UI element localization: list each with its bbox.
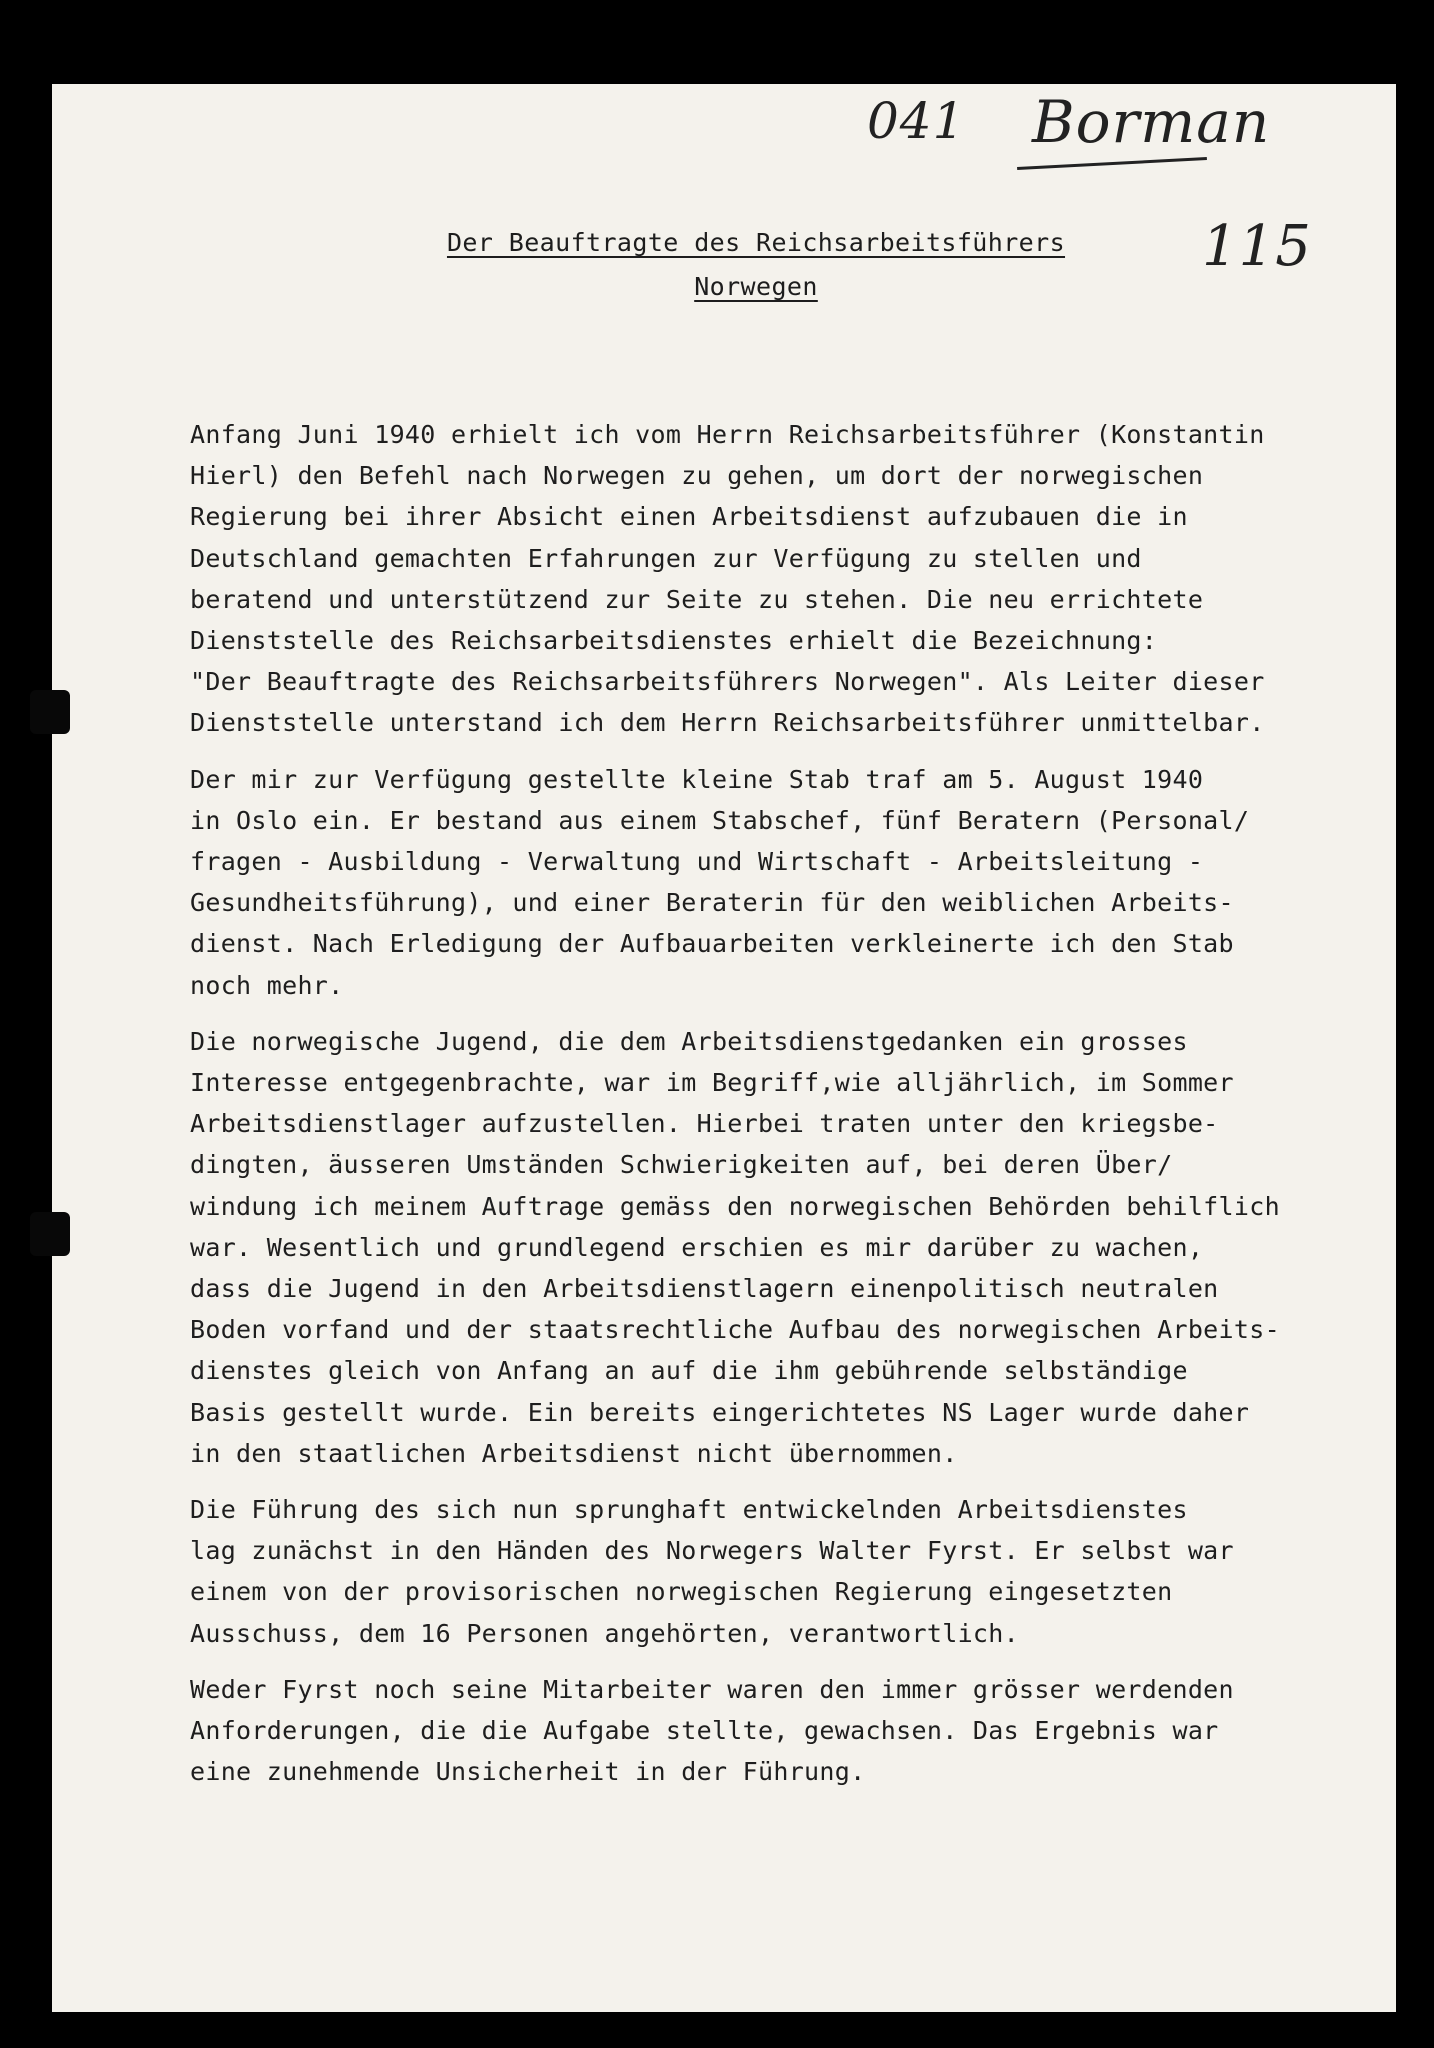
handwritten-underline [1017, 157, 1207, 170]
punch-hole [30, 1212, 70, 1256]
text-line: Die norwegische Jugend, die dem Arbeitsdienstgedanken ein grosses [190, 1026, 1188, 1056]
document-body [190, 414, 1390, 1808]
text-line: noch mehr. [190, 970, 344, 1000]
text-line: eine zunehmende Unsicherheit in der Führung. [190, 1757, 866, 1787]
text-line: in Oslo ein. Er bestand aus einem Stabschef, fünf Beratern (Personal/ [190, 805, 1250, 835]
text-line: in den staatlichen Arbeitsdienst nicht übernommen. [190, 1438, 958, 1468]
text-line: Dienststelle unterstand ich dem Herrn Reichsarbeitsführer unmittelbar. [190, 708, 1265, 738]
paragraph [190, 1669, 1390, 1793]
handwritten-reference: 041 [867, 92, 966, 150]
text-line: Anfang Juni 1940 erhielt ich vom Herrn Reichsarbeitsführer (Konstantin [190, 420, 1265, 449]
text-line: "Der Beauftragte des Reichsarbeitsführers Norwegen". Als Leiter dieser [190, 667, 1265, 697]
text-line: Deutschland gemachten Erfahrungen zur Verfügung zu stellen und [190, 543, 1142, 573]
text-line: Regierung bei ihrer Absicht einen Arbeitsdienst aufzubauen die in [190, 502, 1188, 532]
text-line: Hierl) den Befehl nach Norwegen zu gehen, um dort der norwegischen [190, 461, 1204, 491]
text-line: dingten, äusseren Umständen Schwierigkeiten auf, bei deren Über/ [190, 1150, 1173, 1180]
document-title: Der Beauftragte des Reichsarbeitsführers [446, 228, 1066, 257]
text-line: Boden vorfand und der staatsrechtliche Aufbau des norwegischen Arbeits- [190, 1315, 1280, 1345]
punch-hole [30, 690, 70, 734]
text-line: lag zunächst in den Händen des Norwegers Walter Fyrst. Er selbst war [190, 1536, 1234, 1566]
text-line: fragen - Ausbildung - Verwaltung und Wirtschaft - Arbeitsleitung - [190, 847, 1204, 877]
text-line: Gesundheitsführung), und einer Beraterin für den weiblichen Arbeits- [190, 888, 1234, 918]
text-line: einem von der provisorischen norwegischen Regierung eingesetzten [190, 1577, 1173, 1607]
text-line: Ausschuss, dem 16 Personen angehörten, verantwortlich. [190, 1618, 1019, 1648]
text-line: Der mir zur Verfügung gestellte kleine Stab traf am 5. August 1940 [190, 764, 1204, 794]
text-line: Anforderungen, die die Aufgabe stellte, gewachsen. Das Ergebnis war [190, 1716, 1219, 1746]
text-line: Basis gestellt wurde. Ein bereits eingerichtetes NS Lager wurde daher [190, 1397, 1250, 1427]
paragraph [190, 1021, 1390, 1474]
text-line: dienst. Nach Erledigung der Aufbauarbeiten verkleinerte ich den Stab [190, 929, 1234, 959]
handwritten-page-number: 115 [1202, 214, 1312, 279]
handwritten-name: Borman [1032, 88, 1271, 156]
text-line: Weder Fyrst noch seine Mitarbeiter waren den immer grösser werdenden [190, 1674, 1234, 1704]
text-line: Arbeitsdienstlager aufzustellen. Hierbei traten unter den kriegsbe- [190, 1109, 1219, 1139]
text-line: dass die Jugend in den Arbeitsdienstlagern einenpolitisch neutralen [190, 1274, 1219, 1304]
text-line: war. Wesentlich und grundlegend erschien es mir darüber zu wachen, [190, 1232, 1204, 1262]
text-line: Die Führung des sich nun sprunghaft entwickelnden Arbeitsdienstes [190, 1495, 1188, 1525]
document-subtitle: Norwegen [694, 272, 818, 301]
paragraph [190, 1489, 1390, 1654]
text-line: Dienststelle des Reichsarbeitsdienstes erhielt die Bezeichnung: [190, 626, 1158, 656]
text-line: beratend und unterstützend zur Seite zu stehen. Die neu errichtete [190, 584, 1204, 614]
paragraph [190, 759, 1390, 1006]
document-page [52, 84, 1396, 2012]
text-line: windung ich meinem Auftrage gemäss den norwegischen Behörden behilflich [190, 1191, 1280, 1221]
text-line: Interesse entgegenbrachte, war im Begriff,wie alljährlich, im Sommer [190, 1068, 1234, 1098]
text-line: dienstes gleich von Anfang an auf die ihm gebührende selbständige [190, 1356, 1188, 1386]
paragraph [190, 414, 1390, 744]
